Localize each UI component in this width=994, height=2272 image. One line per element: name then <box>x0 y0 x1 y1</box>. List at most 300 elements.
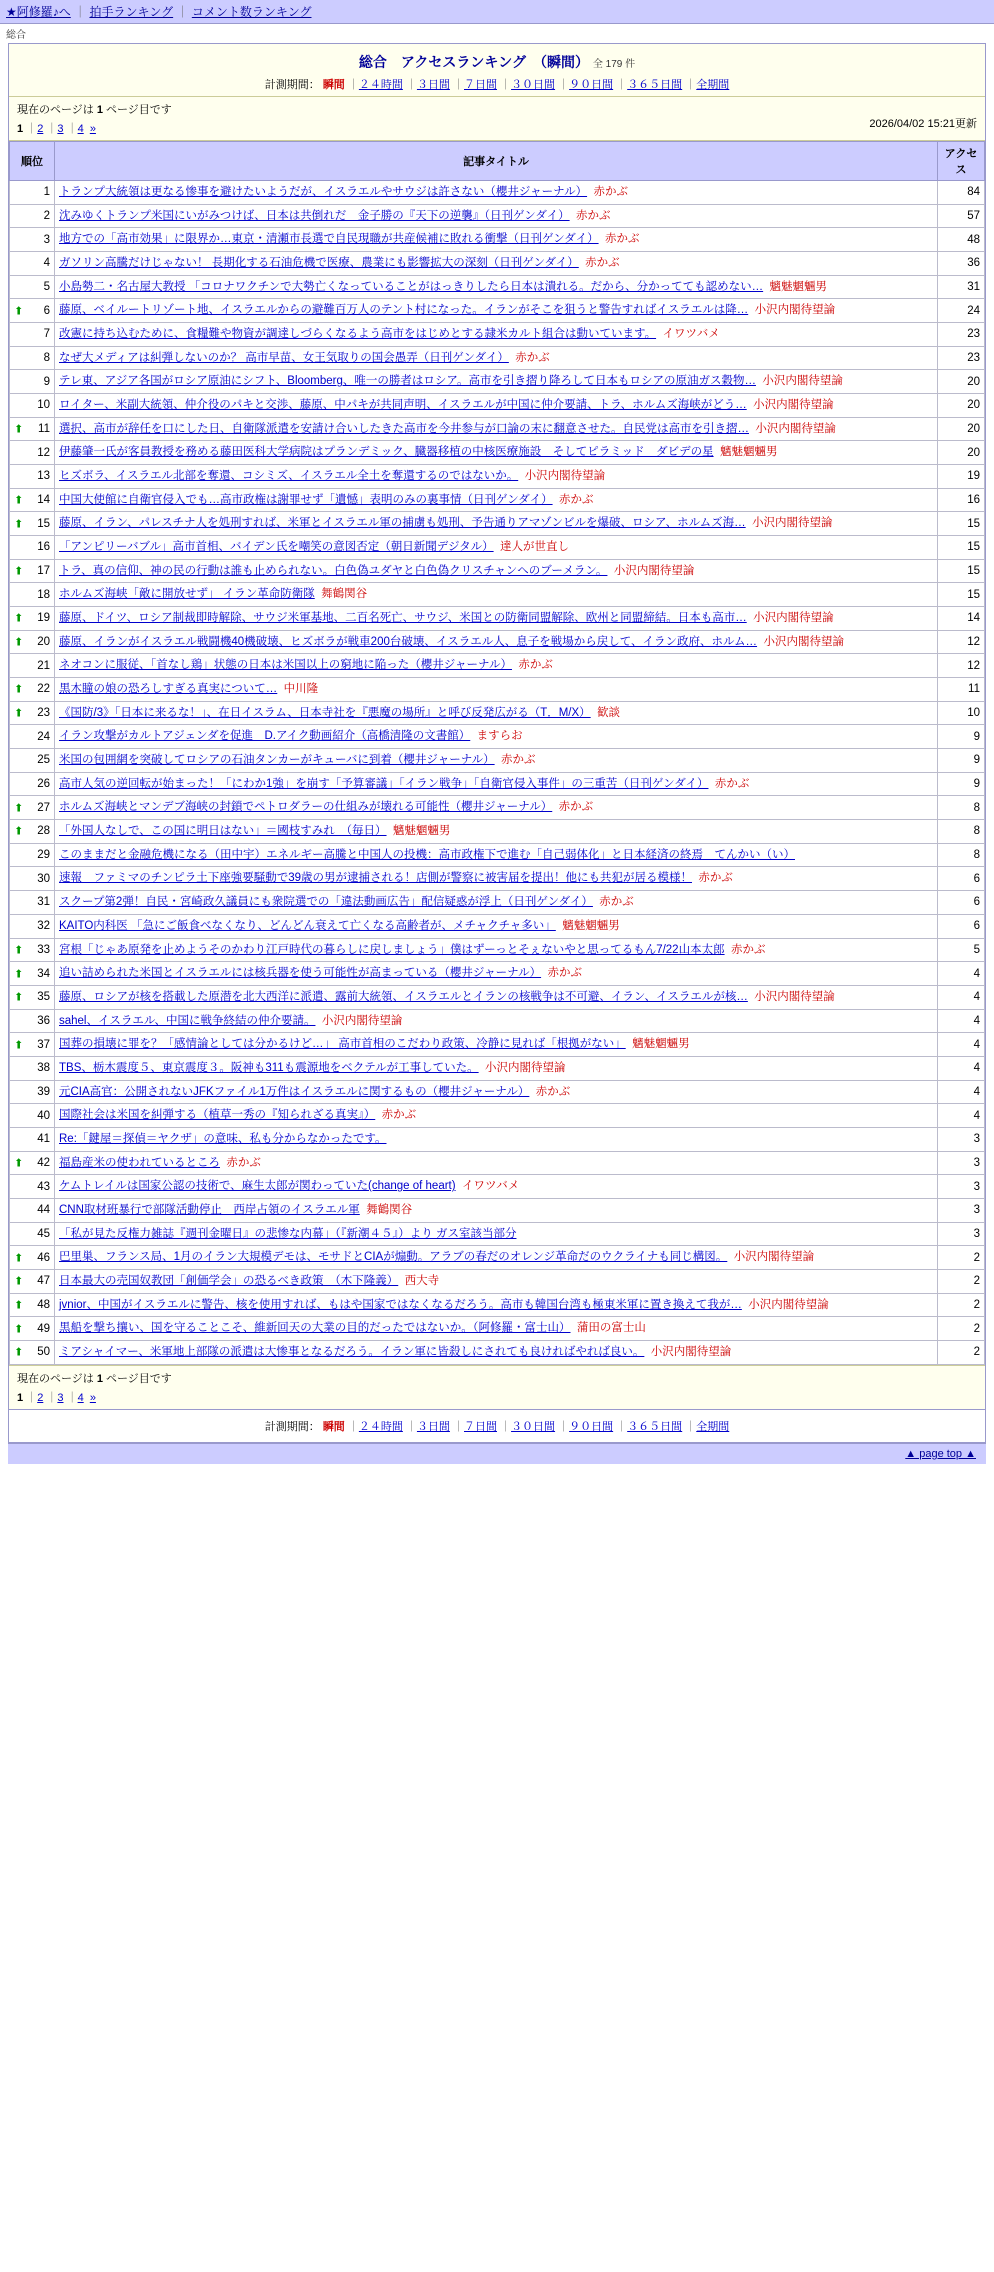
rank-cell <box>10 938 55 962</box>
rank-number: 10 <box>37 399 50 412</box>
article-link[interactable]: ホルムズ海峡とマンデブ海峡の封鎖でペトロダラーの仕組みが壊れる可能性（櫻井ジャーナル） <box>59 801 553 814</box>
topbar-link-asyura[interactable]: ★阿修羅♪へ <box>6 5 71 19</box>
table-row <box>10 749 985 773</box>
page-next-top[interactable]: » <box>89 123 96 135</box>
title-cell <box>55 867 938 891</box>
rank-cell <box>10 583 55 607</box>
title-cell <box>55 1009 938 1033</box>
page-1-top[interactable]: 1 <box>17 123 24 135</box>
table-row <box>10 204 985 228</box>
topbar-link-comment-ranking[interactable]: コメント数ランキング <box>191 5 312 19</box>
article-link[interactable]: 日本最大の売国奴教団「創価学会」の恐るべき政策 （木下隆義） <box>59 1274 399 1287</box>
table-row <box>10 299 985 323</box>
table-row <box>10 1056 985 1080</box>
period-all-top[interactable]: 全期間 <box>696 79 730 91</box>
rank-number: 11 <box>38 423 50 436</box>
table-row <box>10 914 985 938</box>
rank-number: 45 <box>37 1227 50 1240</box>
rank-cell <box>10 1033 55 1057</box>
period-7d-top[interactable]: ７日間 <box>464 79 497 91</box>
article-link[interactable]: 藤原、ドイツ、ロシア制裁即時解除、サウジ米軍基地、二百名死亡、サウジ、米国との防衛同盟解除、欧州と同盟締結。日本も高市… <box>59 612 747 625</box>
title-cell <box>55 228 938 252</box>
topbar <box>0 0 994 24</box>
rank-cell <box>10 536 55 560</box>
table-row <box>10 559 985 583</box>
rank-cell <box>10 678 55 702</box>
table-row <box>10 938 985 962</box>
access-count-cell: 4 <box>938 962 985 986</box>
article-link[interactable]: 高市人気の逆回転が始まった！「にわか1強」を崩す「予算審議」「イラン戦争」「自衛官侵入事件」の三重苦（日刊ゲンダイ） <box>59 777 709 790</box>
title-cell <box>55 772 938 796</box>
rank-cell <box>10 607 55 631</box>
table-row <box>10 181 985 205</box>
table-row <box>10 796 985 820</box>
article-author: 小沢内閣待望論 <box>753 399 834 412</box>
article-author: 赤かぶ <box>501 754 536 767</box>
article-link[interactable]: ネオコンに服従、「首なし鶏」状態の日本は米国以上の窮地に陥った（櫻井ジャーナル） <box>59 659 512 672</box>
article-link[interactable]: 藤原、イラン、パレスチナ人を処刑すれば、米軍とイスラエル軍の捕虜も処刑、予告通りアマゾンビルを爆破、ロシア、ホルムズ海… <box>59 517 746 530</box>
page-1-bottom[interactable]: 1 <box>17 1391 24 1404</box>
table-row <box>10 1104 985 1128</box>
title-cell <box>55 370 938 394</box>
table-row <box>10 346 985 370</box>
rank-up-icon: ⬆ <box>14 423 24 436</box>
rank-up-icon: ⬆ <box>14 1299 24 1312</box>
rank-up-icon: ⬆ <box>14 1275 24 1288</box>
access-count-cell: 6 <box>938 891 985 915</box>
period-sep: ｜ <box>685 79 697 91</box>
rank-number: 15 <box>37 517 50 530</box>
article-link[interactable]: 藤原、ロシアが核を搭載した原潜を北大西洋に派遣、露前大統領、イスラエルとイランの核戦争は不可避、イラン、イスラエルが核… <box>59 990 748 1003</box>
table-row <box>10 370 985 394</box>
rank-cell <box>10 394 55 418</box>
rank-number: 31 <box>37 896 50 909</box>
column-rank <box>10 142 55 181</box>
article-link[interactable]: 「アンピリーバブル」高市首相、バイデン氏を嘲笑の意図否定（朝日新聞デジタル） <box>59 541 494 554</box>
access-count-cell: 8 <box>938 796 985 820</box>
period-sep: ｜ <box>405 1420 417 1433</box>
period-label-top: 計測期間： <box>264 79 320 91</box>
access-count-cell: 4 <box>938 1009 985 1033</box>
page-top-anchor[interactable]: ▲ page top ▲ <box>905 1447 976 1460</box>
page-3-top[interactable]: 3 <box>57 123 64 135</box>
title-cell <box>55 962 938 986</box>
period-selector-top <box>13 76 981 92</box>
rank-cell <box>10 701 55 725</box>
rank-cell <box>10 1175 55 1199</box>
rank-cell <box>10 512 55 536</box>
page-sep: ｜ <box>66 123 78 135</box>
table-row <box>10 1127 985 1151</box>
article-link[interactable]: テレ東、アジア各国がロシア原油にシフト、Bloomberg、唯一の勝者はロシア。高市を引き摺り降ろして日本もロシアの原油ガス穀物… <box>59 375 756 388</box>
article-author: 歓談 <box>597 706 621 719</box>
article-link[interactable]: 「私が見た反権力雑誌『週刊金曜日』の悲惨な内幕」（『新潮４５』）より ガス室該当部分 <box>59 1227 517 1240</box>
title-cell <box>55 654 938 678</box>
period-sep: ｜ <box>616 1420 628 1433</box>
article-link[interactable]: イラン攻撃がカルトアジェンダを促進 D.アイク動画紹介（高橋清隆の文書館） <box>59 730 471 743</box>
article-link[interactable]: ガソリン高騰だけじゃない！ 長期化する石油危機で医療、農業にも影響拡大の深刻（日刊ゲンダイ） <box>59 257 579 270</box>
page-status-pre-bottom: 現在のページは <box>17 1372 94 1385</box>
rank-number: 4 <box>43 257 50 270</box>
article-link[interactable]: スクープ第2弾！自民・宮崎政久議員にも衆院選での「違法動画広告」配信疑惑が浮上（日刊ゲンダイ） <box>59 896 593 909</box>
page-4-bottom[interactable]: 4 <box>77 1391 84 1404</box>
title-cell <box>55 1104 938 1128</box>
rank-cell <box>10 1009 55 1033</box>
access-count-cell: 2 <box>938 1293 985 1317</box>
page-sep: ｜ <box>46 1391 58 1404</box>
table-row <box>10 417 985 441</box>
period-all-bottom[interactable]: 全期間 <box>696 1420 730 1433</box>
article-link[interactable]: ヒズボラ、イスラエル北部を奪還、コシミズ、イスラエル全土を奪還するのではないか。 <box>59 470 519 483</box>
table-row <box>10 583 985 607</box>
page-2-top[interactable]: 2 <box>37 123 44 135</box>
page-4-top[interactable]: 4 <box>77 123 84 135</box>
rank-up-icon: ⬆ <box>14 636 24 649</box>
article-link[interactable]: 《国防/3》「日本に来るな！」、在日イスラム、日本寺社を『悪魔の場所』と呼び反発広がる（T．M/X） <box>59 706 591 719</box>
title-cell <box>55 559 938 583</box>
rank-number: 16 <box>37 541 50 554</box>
title-cell <box>55 204 938 228</box>
period-sep: ｜ <box>347 1420 359 1433</box>
rank-number: 29 <box>37 849 50 862</box>
column-title-label: 記事タイトル <box>463 156 529 168</box>
period-24h-top[interactable]: ２４時間 <box>358 79 403 91</box>
rank-number: 34 <box>37 967 50 980</box>
rank-number: 8 <box>43 352 50 365</box>
article-link[interactable]: 速報 ファミマのチンピラ土下座強要騒動で39歳の男が逮捕される！店側が警察に被害届を提出！他にも共犯が居る模様！ <box>59 872 692 885</box>
access-count-cell: 36 <box>938 252 985 276</box>
page-status-number-bottom: 1 <box>96 1372 103 1385</box>
table-row <box>10 985 985 1009</box>
rank-up-icon: ⬆ <box>14 991 24 1004</box>
title-cell <box>55 512 938 536</box>
rank-number: 26 <box>37 778 50 791</box>
title-cell <box>55 1293 938 1317</box>
article-author: 赤かぶ <box>698 872 733 885</box>
table-row <box>10 228 985 252</box>
pagination-top <box>9 96 985 141</box>
access-count-cell: 20 <box>938 417 985 441</box>
rank-number: 44 <box>37 1204 50 1217</box>
period-365d-bottom[interactable]: ３６５日間 <box>627 1420 683 1433</box>
access-count-cell: 3 <box>938 1151 985 1175</box>
access-count-cell: 48 <box>938 228 985 252</box>
rank-number: 30 <box>37 872 50 885</box>
period-selector-bottom <box>9 1409 985 1442</box>
access-count-cell: 24 <box>938 299 985 323</box>
article-author: 小沢内閣待望論 <box>748 1298 829 1311</box>
rank-number: 24 <box>37 730 50 743</box>
period-3d-bottom[interactable]: ３日間 <box>416 1420 450 1433</box>
title-cell <box>55 1198 938 1222</box>
article-link[interactable]: sahel、イスラエル、中国に戦争終結の仲介要請。 <box>59 1014 316 1027</box>
article-author: 小沢内閣待望論 <box>650 1345 732 1358</box>
rank-cell <box>10 867 55 891</box>
column-title <box>55 142 938 181</box>
rank-number: 7 <box>43 328 50 341</box>
article-link[interactable]: 藤原、ベイルートリゾート地、イスラエルからの避難百万人のテント村になった。イランがそこを狙うと警告すればイスラエルは降… <box>59 304 749 317</box>
title-cell <box>55 1033 938 1057</box>
table-row <box>10 1175 985 1199</box>
title-cell <box>55 607 938 631</box>
rank-cell <box>10 346 55 370</box>
article-link[interactable]: 改憲に持ち込むために、食糧難や物資が調達しづらくなるよう高市をはじめとする隷米カルト組合は動いています。 <box>59 328 657 341</box>
article-link[interactable]: 宮根「じゃあ原発を止めようそのかわり江戸時代の暮らしに戻しましょう」僕はずーっとそぇないやと思ってるもん7/22山本太郎 <box>59 943 725 956</box>
period-3d-top[interactable]: ３日間 <box>416 79 450 91</box>
rank-number: 17 <box>37 565 50 578</box>
access-count-cell: 4 <box>938 1056 985 1080</box>
rank-number: 38 <box>37 1062 50 1075</box>
article-author: 魑魅魍魎男 <box>562 919 620 932</box>
title-cell <box>55 701 938 725</box>
rank-number: 27 <box>37 801 50 814</box>
rank-cell <box>10 1222 55 1246</box>
rank-cell <box>10 1198 55 1222</box>
article-link[interactable]: 福島産米の使われているところ <box>59 1156 220 1169</box>
access-count-cell: 15 <box>938 536 985 560</box>
rank-up-icon: ⬆ <box>14 305 24 318</box>
rank-cell <box>10 465 55 489</box>
article-link[interactable]: なぜ大メディアは糾弾しないのか？ 高市早苗、女王気取りの国会愚弄（日刊ゲンダイ） <box>59 351 509 364</box>
article-link[interactable]: 選択、高市が辞任を口にした日、自衛隊派遣を安請け合いしたきた高市を今井参与が口論の末に翻意させた。自民党は高市を引き摺… <box>59 422 749 435</box>
article-author: 赤かぶ <box>593 186 628 198</box>
article-link[interactable]: 藤原、イランがイスラエル戦闘機40機破壊、ヒズボラが戦車200台破壊、イスラエル人、息子を戦場から戻して、イラン政府、ホルム… <box>59 635 758 648</box>
article-author: 小沢内閣待望論 <box>753 612 834 625</box>
article-link[interactable]: このままだと金融危機になる（田中宇）エネルギー高騰と中国人の投機：高市政権下で進む「自己弱体化」と日本経済の終焉 てんかい（い） <box>59 848 795 861</box>
rank-up-icon: ⬆ <box>14 494 24 507</box>
rank-up-icon: ⬆ <box>14 968 24 980</box>
article-link[interactable]: 米国の包囲網を突破してロシアの石油タンカーがキューバに到着（櫻井ジャーナル） <box>59 754 495 767</box>
article-link[interactable]: jvnior、中国がイスラエルに警告、核を使用すれば、もはや国家ではなくなるだろう。高市も韓国台湾も極東米軍に置き換えて我が… <box>59 1298 742 1311</box>
title-cell <box>55 583 938 607</box>
total-count: 全 179 件 <box>592 59 636 70</box>
access-count-cell: 12 <box>938 630 985 654</box>
ranking-panel <box>8 43 986 1443</box>
article-author: 小沢内閣待望論 <box>321 1014 403 1027</box>
article-link[interactable]: Re:「鍵屋＝探偵＝ヤクザ」の意味、私も分からなかったです。 <box>59 1132 387 1145</box>
article-author: 赤かぶ <box>226 1156 261 1169</box>
article-author: 小沢内閣待望論 <box>762 375 843 388</box>
access-count-cell: 12 <box>938 654 985 678</box>
access-count-cell: 4 <box>938 985 985 1009</box>
title-cell <box>55 820 938 844</box>
access-count-cell: 23 <box>938 323 985 347</box>
rank-number: 6 <box>43 304 50 317</box>
rank-number: 40 <box>37 1109 50 1122</box>
breadcrumb: 総合 <box>6 30 26 41</box>
article-link[interactable]: 中国大使館に自衛官侵入でも…高市政権は謝罪せず「遺憾」表明のみの裏事情（日刊ゲンダイ） <box>59 493 553 506</box>
page-next-bottom[interactable]: » <box>89 1391 96 1404</box>
article-link[interactable]: 伊藤肇一氏が客員教授を務める藤田医科大学病院はプランデミック、臓器移植の中核医療施設 そしてピラミッド ダビデの星 <box>59 446 714 459</box>
rank-cell <box>10 559 55 583</box>
access-count-cell: 31 <box>938 275 985 299</box>
rank-number: 25 <box>37 754 50 767</box>
article-link[interactable]: TBS、栃木震度５、東京震度３。阪神も311も震源地をベクテルが工事していた。 <box>59 1061 479 1074</box>
table-row <box>10 772 985 796</box>
title-cell <box>55 843 938 867</box>
ranking-table-body <box>10 181 985 1365</box>
article-author: 赤かぶ <box>730 943 766 956</box>
period-7d-bottom[interactable]: ７日間 <box>464 1420 497 1433</box>
page-number-list-top <box>17 120 977 136</box>
title-cell <box>55 299 938 323</box>
title-cell <box>55 1340 938 1364</box>
access-count-cell: 4 <box>938 1080 985 1104</box>
updated-timestamp: 2026/04/02 15:21更新 <box>869 118 977 130</box>
rank-cell <box>10 204 55 228</box>
rank-number: 22 <box>37 683 50 696</box>
ranking-header <box>9 44 985 96</box>
access-count-cell: 3 <box>938 1198 985 1222</box>
access-count-cell: 57 <box>938 204 985 228</box>
rank-number: 46 <box>37 1251 50 1264</box>
article-author: 蒲田の富士山 <box>576 1322 646 1335</box>
table-header-row <box>10 142 985 181</box>
article-link[interactable]: 黒船を撃ち攘い、国を守ることこそ、維新回天の大業の目的だったではないか。（阿修羅・富士山） <box>59 1322 571 1335</box>
table-row <box>10 820 985 844</box>
rank-cell <box>10 417 55 441</box>
article-link[interactable]: ミアシャイマー、米軍地上部隊の派遣は大惨事となるだろう。イラン軍に皆殺しにされても良ければやれば良い。 <box>59 1345 645 1358</box>
rank-up-icon: ⬆ <box>14 1346 24 1359</box>
rank-cell <box>10 772 55 796</box>
rank-cell <box>10 1056 55 1080</box>
period-30d-top[interactable]: ３０日間 <box>511 79 556 91</box>
rank-number: 5 <box>43 281 50 294</box>
article-link[interactable]: ホルムズ海峡「敵に開放せず」 イラン革命防衛隊 <box>59 588 315 601</box>
article-author: 魑魅魍魎男 <box>719 446 778 459</box>
article-link[interactable]: 「外国人なしで、この国に明日はない」＝國枝すみれ （毎日） <box>59 825 387 838</box>
rank-cell <box>10 654 55 678</box>
table-row <box>10 323 985 347</box>
title-cell <box>55 1175 938 1199</box>
period-365d-top[interactable]: ３６５日間 <box>627 79 683 91</box>
title-cell <box>55 1056 938 1080</box>
rank-cell <box>10 1151 55 1175</box>
topbar-separator-1: ｜ <box>74 5 87 19</box>
article-link[interactable]: KAITO内科医 「急にご飯食べなくなり、どんどん衰えて亡くなる高齢者が、メチャクチャ多い」 <box>59 919 556 932</box>
article-author: 赤かぶ <box>558 493 594 506</box>
table-row <box>10 962 985 986</box>
article-author: 赤かぶ <box>585 257 620 270</box>
rank-cell <box>10 1340 55 1364</box>
page-status-post: ページ目です <box>106 104 172 116</box>
table-row <box>10 701 985 725</box>
access-count-cell: 3 <box>938 1222 985 1246</box>
article-link[interactable]: CNN取材班暴行で部隊活動停止 西岸占領のイスラエル軍 <box>59 1203 360 1216</box>
article-author: 魑魅魍魎男 <box>632 1038 690 1051</box>
table-row <box>10 465 985 489</box>
rank-cell <box>10 370 55 394</box>
page-2-bottom[interactable]: 2 <box>37 1391 44 1404</box>
rank-number: 3 <box>43 233 50 246</box>
rank-number: 39 <box>37 1085 50 1098</box>
access-count-cell: 9 <box>938 772 985 796</box>
title-cell <box>55 985 938 1009</box>
table-row <box>10 891 985 915</box>
title-cell <box>55 465 938 489</box>
rank-cell <box>10 1269 55 1293</box>
rank-cell <box>10 891 55 915</box>
period-sep: ｜ <box>500 79 512 91</box>
page-sep: ｜ <box>26 1391 38 1404</box>
title-cell <box>55 181 938 205</box>
period-sep: ｜ <box>405 79 417 91</box>
title-cell <box>55 678 938 702</box>
article-author: 小沢内閣待望論 <box>613 564 695 577</box>
article-link[interactable]: 追い詰められた米国とイスラエルには核兵器を使う可能性が高まっている（櫻井ジャーナル） <box>59 967 542 980</box>
rank-number: 13 <box>37 470 50 483</box>
access-count-cell: 15 <box>938 559 985 583</box>
article-link[interactable]: 小島勢二・名古屋大教授 「コロナワクチンで大勢亡くなっていることがはっきりしたら日本は潰れる。だから、分かってても認めない… <box>59 280 764 293</box>
rank-cell <box>10 441 55 465</box>
access-count-cell: 15 <box>938 583 985 607</box>
access-count-cell: 3 <box>938 1127 985 1151</box>
page-top-link[interactable] <box>8 1443 986 1464</box>
access-count-cell: 2 <box>938 1246 985 1270</box>
article-author: 赤かぶ <box>558 801 594 814</box>
rank-number: 12 <box>37 446 50 459</box>
rank-up-icon: ⬆ <box>14 683 24 696</box>
title-cell <box>55 441 938 465</box>
rank-up-icon: ⬆ <box>14 1323 24 1336</box>
page-3-bottom[interactable]: 3 <box>57 1391 64 1404</box>
article-author: 小沢内閣待望論 <box>733 1251 815 1264</box>
article-author: 赤かぶ <box>599 896 634 909</box>
article-link[interactable]: ロイター、米副大統領、仲介役のパキと交渉、藤原、中パキが共同声明、イスラエルが中国に仲介要請、トラ、ホルムズ海峡がどう… <box>59 399 747 412</box>
period-24h-bottom[interactable]: ２４時間 <box>358 1420 403 1433</box>
article-link[interactable]: 巴里巣、フランス局、1月のイラン大規模デモは、モサドとCIAが煽動。アラブの春だのオレンジ革命だのウクライナも同じ構図。 <box>59 1251 728 1264</box>
article-author: 舞鶴関谷 <box>321 588 368 601</box>
rank-up-icon: ⬆ <box>14 1252 24 1265</box>
article-link[interactable]: 沈みゆくトランプ米国にいがみつけば、日本は共倒れだ 金子勝の『天下の逆襲』（日刊ゲンダイ） <box>59 209 570 222</box>
access-count-cell: 10 <box>938 701 985 725</box>
table-row <box>10 1340 985 1364</box>
title-cell <box>55 796 938 820</box>
rank-number: 23 <box>37 707 50 720</box>
topbar-link-clap-ranking[interactable]: 拍手ランキング <box>89 5 174 19</box>
rank-cell <box>10 820 55 844</box>
article-link[interactable]: 国際社会は米国を糾弾する（植草一秀の『知られざる真実』） <box>59 1109 376 1122</box>
title-cell <box>55 1269 938 1293</box>
article-link[interactable]: 国葬の損壊に罪を？「感情論としては分かるけど…」 高市首相のこだわり政策、冷静に見れば「根拠がない」 <box>59 1038 626 1051</box>
table-row <box>10 441 985 465</box>
article-author: 小沢内閣待望論 <box>752 517 833 530</box>
article-author: 赤かぶ <box>547 967 582 980</box>
period-30d-bottom[interactable]: ３０日間 <box>511 1420 556 1433</box>
rank-cell <box>10 962 55 986</box>
period-90d-bottom[interactable]: ９０日間 <box>569 1420 614 1433</box>
rank-number: 33 <box>37 943 50 956</box>
table-row <box>10 512 985 536</box>
article-author: 赤かぶ <box>381 1109 417 1122</box>
article-link[interactable]: 地方での「高市効果」に限界か…東京・清瀬市長選で自民現職が共産候補に敗れる衝撃（日刊ゲンダイ） <box>59 233 599 246</box>
article-link[interactable]: 元CIA高官：公開されないJFKファイル1万件はイスラエルに関するもの（櫻井ジャーナル） <box>59 1085 530 1098</box>
article-author: 魑魅魍魎男 <box>769 280 828 293</box>
period-sep: ｜ <box>347 79 359 91</box>
rank-number: 20 <box>37 636 50 649</box>
access-count-cell: 2 <box>938 1269 985 1293</box>
rank-cell <box>10 1246 55 1270</box>
article-link[interactable]: 黒木瞳の娘の恐ろしすぎる真実について… <box>59 683 278 696</box>
rank-number: 48 <box>37 1298 50 1311</box>
article-link[interactable]: ケムトレイルは国家公認の技術で、麻生太郎が関わっていた(change of heart) <box>59 1180 456 1193</box>
period-90d-top[interactable]: ９０日間 <box>569 79 614 91</box>
rank-number: 42 <box>37 1156 50 1169</box>
period-sep: ｜ <box>685 1420 697 1433</box>
title-cell <box>55 252 938 276</box>
article-link[interactable]: トラ、真の信仰、神の民の行動は誰も止められない。白色偽ユダヤと白色偽クリスチャンへのブーメラン。 <box>59 564 608 577</box>
article-link[interactable]: トランプ大統領は更なる惨事を避けたいようだが、イスラエルやサウジは許さない（櫻井ジャーナル） <box>59 186 588 198</box>
